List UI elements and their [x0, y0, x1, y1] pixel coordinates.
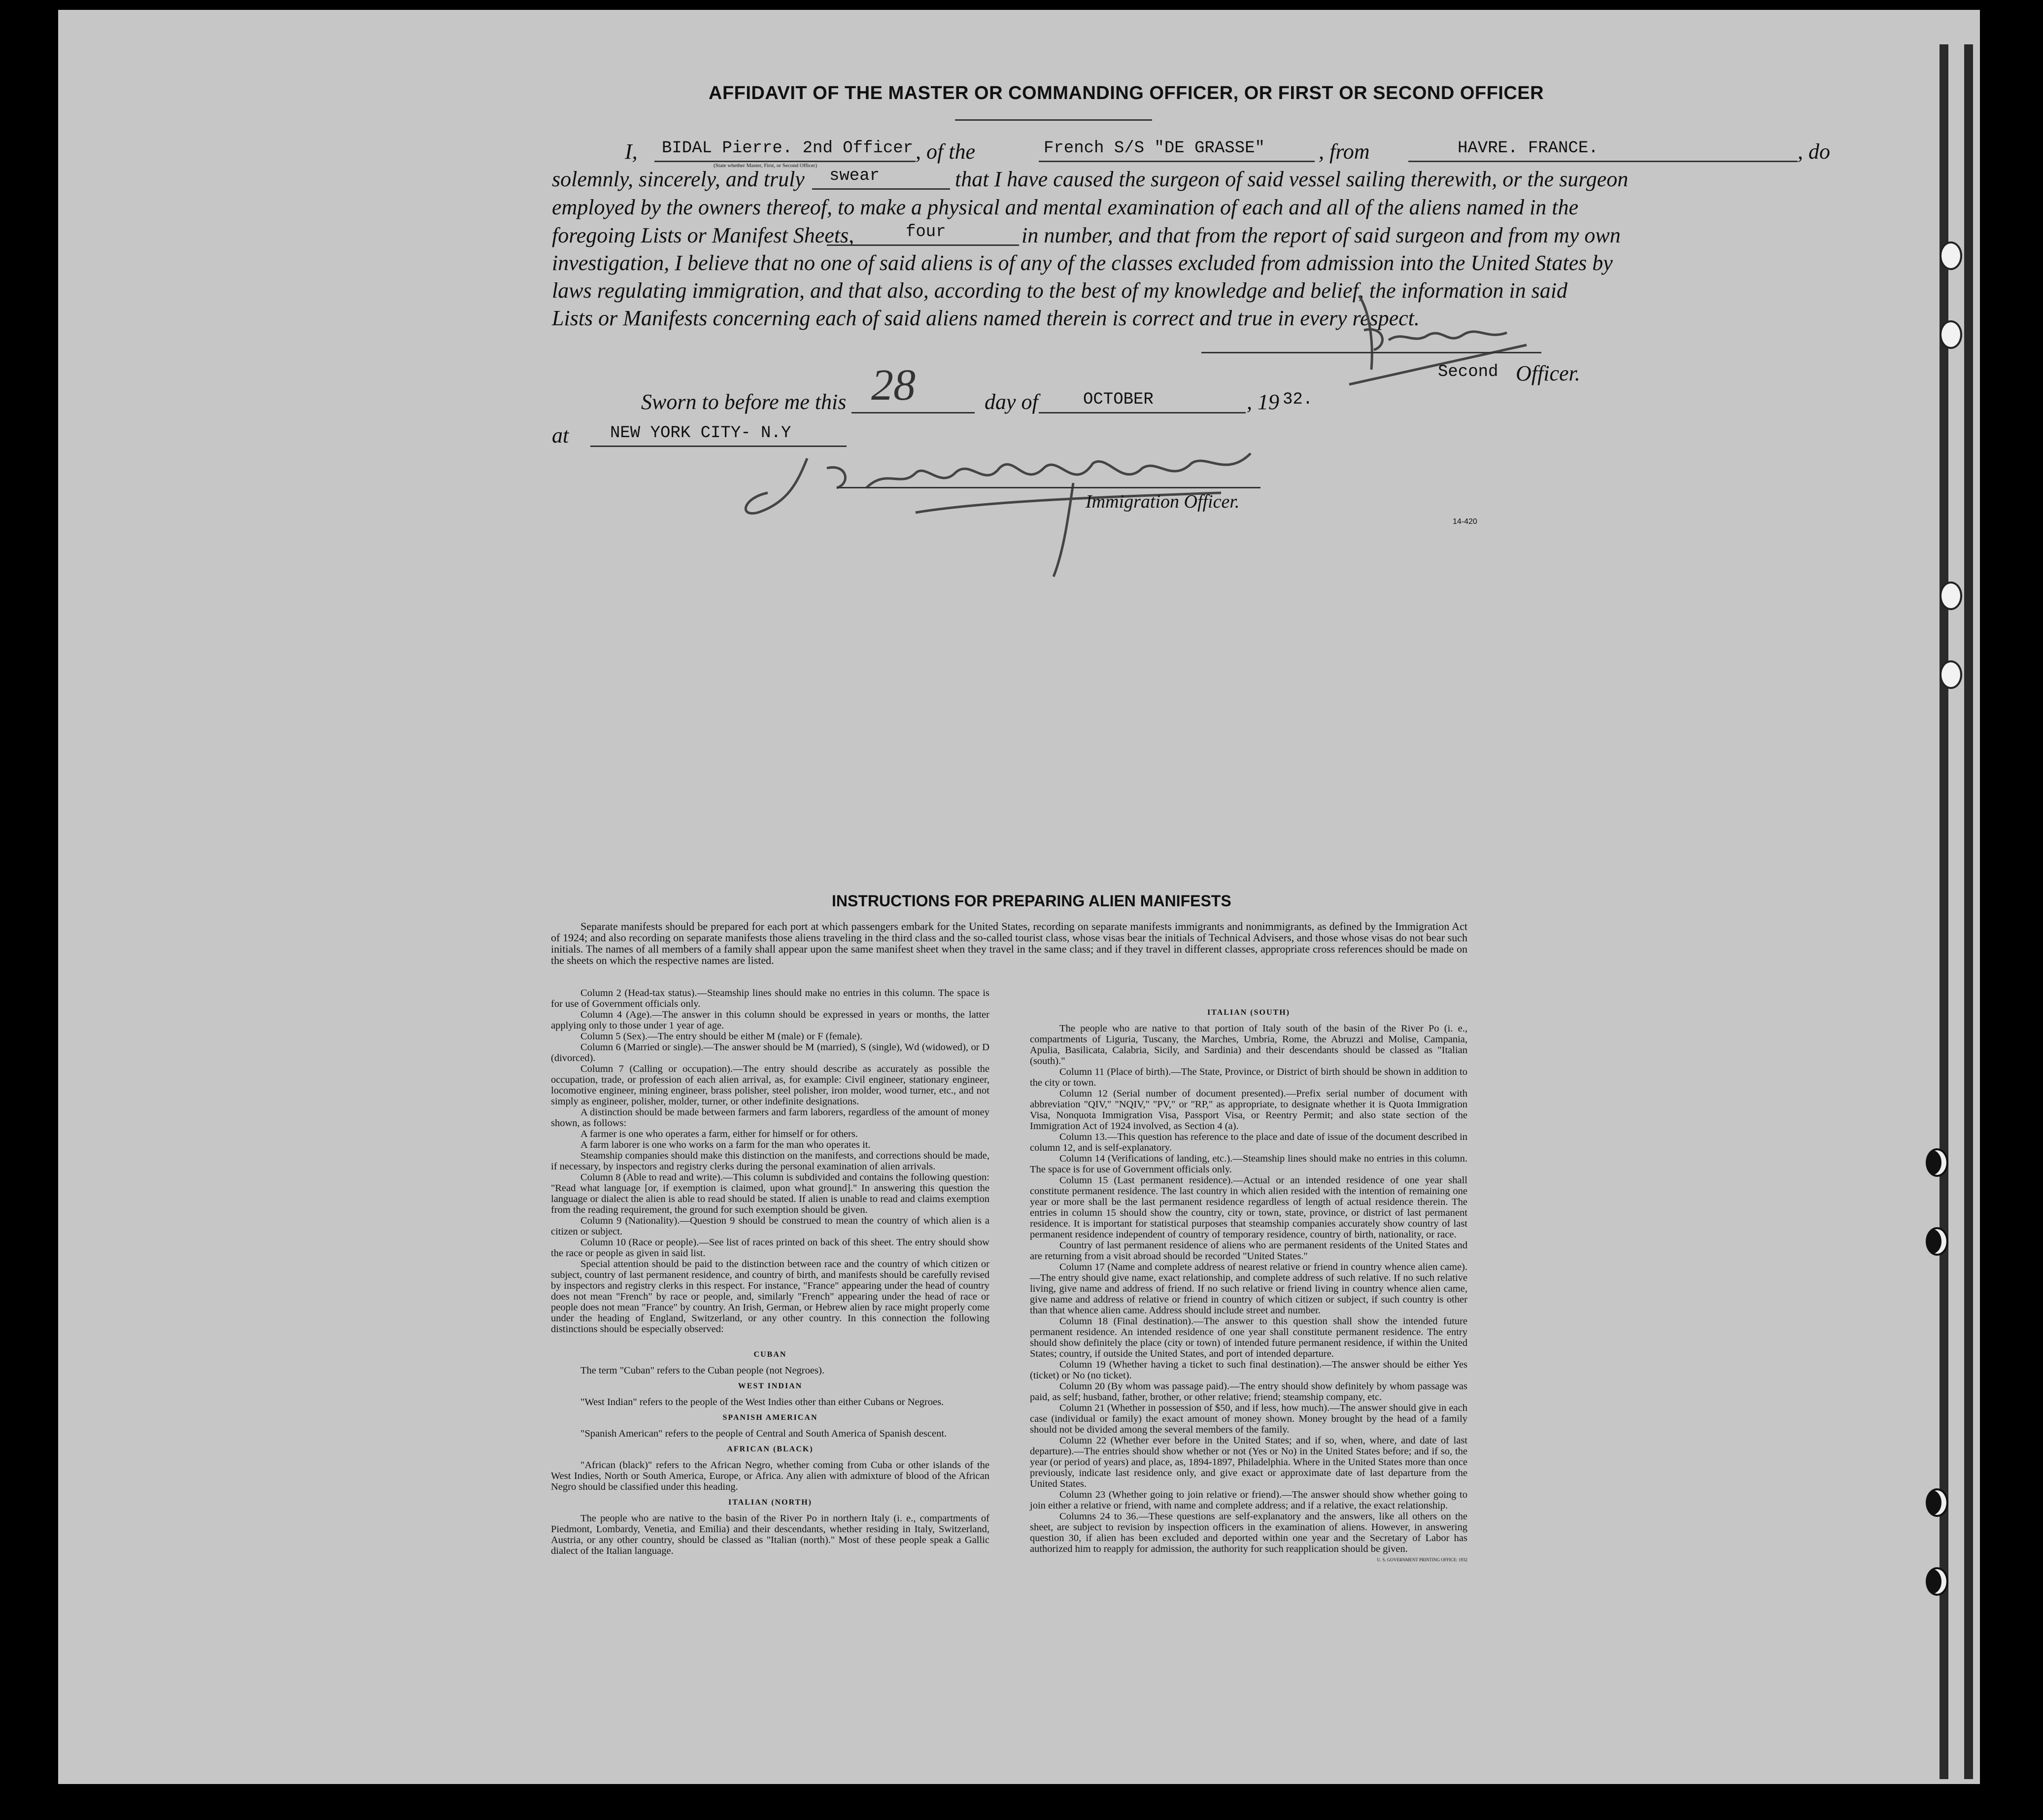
left-p6: A distinction should be made between farmers and farm laborers, regardless of the amount of money shown, as follows: — [551, 1107, 989, 1129]
left-p7: A farmer is one who operates a farm, either for himself or for others. — [580, 1129, 858, 1139]
heading-italian-north: ITALIAN (NORTH) — [728, 1498, 813, 1507]
left-p3: Column 5 (Sex).—The entry should be either M (male) or F (female). — [580, 1031, 863, 1042]
affidavit-line-5: investigation, I believe that no one of said aliens is of any of the classes excluded from admission into the United States by — [552, 251, 1613, 275]
right-p10: Column 19 (Whether having a ticket to such final destination).—The answer should be either Yes (ticket) or No (no ticket). — [1030, 1359, 1467, 1381]
punch-hole — [1926, 1148, 1948, 1177]
right-p3: Column 12 (Serial number of document presented).—Prefix serial number of document with abbreviation "QIV," "NQIV," "PV," or "RP," as appropriate, to designate whether it is Quota Immigration Visa, Nonquota Immigration Visa, Passport Visa, or Reentry Permit; and also state section of the Immigration Act of 1924 involved, as Section 4 (a). — [1030, 1088, 1467, 1132]
left-p9: Steamship companies should make this distinction on the manifests, and corrections should be made, if necessary, by inspectors and registry clerks during the personal examination of alien arrivals. — [551, 1150, 989, 1172]
affidavit-title: AFFIDAVIT OF THE MASTER OR COMMANDING OFFICER, OR FIRST OR SECOND OFFICER — [709, 83, 1544, 103]
right-p6: Column 15 (Last permanent residence).—Actual or an intended residence of one year shall constitute permanent residence. The last country in which alien resided with the intention of remaining one year or more shall be the last permanent residence regardless of length of actual residence therein. The entries in column 15 should show the country, city or town, state, province, or district of last permanent residence. It is important for statistical purposes that steamship companies accurately show country of last permanent residence independent of country of temporary residence, country of birth, nationality, or race. — [1030, 1175, 1467, 1240]
affidavit-line-4-start: foregoing Lists or Manifest Sheets, — [552, 223, 854, 247]
instructions-left-column — [551, 988, 989, 1556]
right-p1: The people who are native to that portion of Italy south of the basin of the River Po (i. e., compartments of Liguria, Tuscany, the Marches, Umbria, Rome, the Abruzzi and Molise, Campania, Apulia, Basilicata, Calabria, Sicily, and Sardinia) and their descendants should be classed as "Italian (south)." — [1030, 1023, 1467, 1066]
left-p1: Column 2 (Head-tax status).—Steamship lines should make no entries in this column. The space is for use of Government officials only. — [551, 988, 989, 1009]
right-p8: Column 17 (Name and complete address of nearest relative or friend in country whence alien came).—The entry should give name, exact relationship, and complete address of such relative. If no such relative living, give name and address of friend. If no such relative or friend living in country whence alien came, give name and address of relative or friend in country of which citizen or subject, if such country is other than that whence alien came. Address should include street and number. — [1030, 1262, 1467, 1316]
punch-hole — [1926, 1227, 1948, 1256]
sworn-label: Sworn to before me this — [641, 390, 847, 414]
punch-hole — [1940, 320, 1962, 349]
oath-underline — [812, 188, 950, 190]
ship-underline — [1039, 161, 1315, 162]
page-edge — [1940, 44, 1948, 1779]
heading-spanish-american: SPANISH AMERICAN — [722, 1413, 818, 1422]
right-p2: Column 11 (Place of birth).—The State, Province, or District of birth should be shown in addition to the city or town. — [1030, 1066, 1467, 1088]
instructions-right-column — [1030, 1007, 1467, 1565]
left-p11: Column 9 (Nationality).—Question 9 should be construed to mean the country of which alien is a citizen or subject. — [551, 1215, 989, 1237]
year-prefix: , 19 — [1247, 390, 1279, 414]
officer-signature — [1329, 271, 1536, 389]
officer-name-underline — [654, 161, 916, 162]
immigration-signature-line — [837, 487, 1260, 488]
port-underline — [1408, 161, 1798, 162]
punch-hole — [1940, 660, 1962, 689]
heading-african: AFRICAN (BLACK) — [727, 1445, 814, 1453]
from-label: , from — [1319, 139, 1370, 164]
right-p7: Country of last permanent residence of aliens who are permanent residents of the United States and are returning from a visit abroad should be recorded "United States." — [1030, 1240, 1467, 1262]
west-indian-text: "West Indian" refers to the people of the West Indies other than either Cubans or Negroes. — [580, 1397, 944, 1408]
oath-intro: solemnly, sincerely, and truly — [552, 167, 805, 191]
left-p13: Special attention should be paid to the distinction between race and the country of which citizen or subject, country of last permanent residence, and country of birth, and manifests should be carefully revised by inspectors and registry clerks in this respect. For instance, "France" appearing under the head of country does not mean "French" by race or people, and, similarly "French" appearing under the head of race or people does not mean "France" by country. An Irish, German, or Hebrew alien by race might properly come under the heading of England, Switzerland, or any other country. In this connection the following distinctions should be especially observed: — [551, 1259, 989, 1335]
right-p5: Column 14 (Verifications of landing, etc.).—Steamship lines should make no entries in this column. The space is for use of Government officials only. — [1030, 1153, 1467, 1175]
sworn-month-underline — [1039, 412, 1246, 413]
heading-west-indian: WEST INDIAN — [738, 1382, 803, 1390]
affidavit-line-2: that I have caused the surgeon of said vessel sailing therewith, or the surgeon — [955, 167, 1629, 191]
heading-cuban: CUBAN — [753, 1350, 787, 1359]
sheets-count-underline — [827, 244, 1019, 246]
punch-hole — [1940, 241, 1962, 270]
left-p5: Column 7 (Calling or occupation).—The entry should describe as accurately as possible the occupation, trade, or profession of each alien arrival, as, for example: Civil engineer, stationary engineer, locomotive engineer, mining engineer, brass polisher, steel polisher, iron molder, wood turner, etc., and not simply as engineer, polisher, molder, turner, or other indefinite designations. — [551, 1064, 989, 1107]
sworn-month-field: OCTOBER — [1083, 390, 1154, 409]
affidavit-line-7: Lists or Manifests concerning each of said aliens named therein is correct and true in every respect. — [552, 306, 1420, 330]
officer-role-typed: Second — [1438, 363, 1498, 381]
punch-hole — [1940, 582, 1962, 610]
left-p2: Column 4 (Age).—The answer in this column should be expressed in years or months, the latter applying only to those under 1 year of age. — [551, 1009, 989, 1031]
sworn-year-field: 32. — [1283, 390, 1313, 409]
officer-name-field: BIDAL Pierre. 2nd Officer — [662, 139, 914, 158]
at-label: at — [552, 423, 569, 447]
heading-italian-south: ITALIAN (SOUTH) — [1207, 1008, 1290, 1017]
oath-field: swear — [829, 167, 880, 185]
printing-office-imprint: U. S. GOVERNMENT PRINTING OFFICE: 1932 — [1377, 1557, 1467, 1562]
do-label: , do — [1798, 139, 1830, 164]
punch-hole — [1926, 1488, 1948, 1517]
cuban-text: The term "Cuban" refers to the Cuban people (not Negroes). — [580, 1365, 824, 1376]
right-p15: Columns 24 to 36.—These questions are self-explanatory and the answers, like all others on the sheet, are subject to revision by inspection officers in the examination of aliens. However, in answering question 30, if alien has been excluded and deported within one year and the Secretary of Labor has authorized him to reapply for admission, the authority for such reapplication should be given. — [1030, 1511, 1467, 1554]
officer-signature-line — [1201, 352, 1541, 353]
affidavit-line-6: laws regulating immigration, and that also, according to the best of my knowledge and belief, the information in said — [552, 278, 1567, 303]
italian-north-text: The people who are native to the basin of the River Po in northern Italy (i. e., compartments of Piedmont, Lombardy, Venetia, and Emilia) and their descendants, whether residing in Italy, Switzerland, Austria, or any other country, should be classed as "Italian (north)." Most of these people speak a Gallic dialect of the Italian language. — [551, 1513, 989, 1556]
i-prefix: I, — [625, 139, 638, 164]
instructions-intro — [551, 921, 1467, 966]
form-number: 14-420 — [1453, 517, 1477, 526]
right-p11: Column 20 (By whom was passage paid).—The entry should show definitely by whom passage was paid, as self; husband, father, brother, or other relative; friend; steamship company, etc. — [1030, 1381, 1467, 1403]
immigration-role-label: Immigration Officer. — [1086, 491, 1240, 512]
sheets-count-field: four — [906, 223, 946, 241]
intro-text: Separate manifests should be prepared for each port at which passengers embark for the United States, recording on separate manifests immigrants and nonimmigrants, as defined by the Immigration Act of 1924; and also recording on separate manifests those aliens traveling in the third class and the so-called tourist class, whose visas bear the initials of Technical Advisers, and those whose visas do not bear such initials. The names of all members of a family shall appear upon the same manifest sheet when they travel in the same class; and if they travel in different classes, appropriate cross references should be made on the sheets on which the respective names are listed. — [551, 920, 1467, 966]
african-text: "African (black)" refers to the African Negro, whether coming from Cuba or other islands of the West Indies, North or South America, Europe, or Africa. Any alien with admixture of blood of the African Negro should be classified under this heading. — [551, 1460, 989, 1492]
sworn-day-field: 28 — [871, 361, 916, 410]
port-field: HAVRE. FRANCE. — [1458, 139, 1599, 158]
left-p12: Column 10 (Race or people).—See list of races printed on back of this sheet. The entry should show the race or people as given in said list. — [551, 1237, 989, 1259]
left-p10: Column 8 (Able to read and write).—This column is subdivided and contains the following question: "Read what language [or, if exemption is claimed, upon what ground]." In answering this question the language or dialect the alien is able to read should be stated. If alien is unable to read and claims exemption from the reading requirement, the ground for such exemption should be given. — [551, 1172, 989, 1215]
punch-hole — [1926, 1567, 1948, 1596]
title-rule — [955, 119, 1152, 121]
sworn-day-underline — [851, 412, 975, 413]
manifest-page — [58, 10, 1980, 1784]
ship-field: French S/S "DE GRASSE" — [1044, 139, 1265, 158]
right-p13: Column 22 (Whether ever before in the United States; and if so, when, where, and date of last departure).—The entries should show whether or not (Yes or No) in the United States before; and if so, the year (or period of years) and place, as, 1894-1897, Philadelphia. Where in the United States more than once previously, indicate last residence only, and give exact or approximate date of last departure from the United States. — [1030, 1435, 1467, 1489]
left-p4: Column 6 (Married or single).—The answer should be M (married), S (single), Wd (widowed), or D (divorced). — [551, 1042, 989, 1064]
of-the-label: , of the — [916, 139, 975, 164]
right-p12: Column 21 (Whether in possession of $50, and if less, how much).—The answer should give in each case (individual or family) the exact amount of money shown. Money brought by the head of a family should not be divided among the several members of the family. — [1030, 1403, 1467, 1435]
page-edge — [1964, 44, 1973, 1779]
right-p9: Column 18 (Final destination).—The answer to this question shall show the intended future permanent residence. An intended residence of one year shall constitute permanent residence. The entry should show definitely the place (city or town) of intended future permanent residence, if within the United States; country, if outside the United States, and port of intended departure. — [1030, 1316, 1467, 1359]
right-p4: Column 13.—This question has reference to the place and date of issue of the document described in column 12, and is self-explanatory. — [1030, 1132, 1467, 1153]
instructions-title: INSTRUCTIONS FOR PREPARING ALIEN MANIFESTS — [832, 892, 1231, 910]
officer-role-label: Officer. — [1516, 361, 1580, 385]
left-p8: A farm laborer is one who works on a farm for the man who operates it. — [580, 1139, 871, 1150]
sworn-place-field: NEW YORK CITY- N.Y — [610, 424, 791, 443]
spanish-american-text: "Spanish American" refers to the people of Central and South America of Spanish descent. — [580, 1428, 947, 1439]
affidavit-line-4-end: in number, and that from the report of said surgeon and from my own — [1022, 223, 1621, 247]
day-of-label: day of — [985, 390, 1038, 414]
right-p14: Column 23 (Whether going to join relative or friend).—The answer should show whether going to join either a relative or friend, with name and complete address; and if a relative, the exact relationship. — [1030, 1489, 1467, 1511]
affidavit-line-3: employed by the owners thereof, to make a physical and mental examination of each and all of the aliens named in the — [552, 195, 1579, 219]
officer-hint: (State whether Master, First, or Second Officer) — [714, 163, 817, 169]
